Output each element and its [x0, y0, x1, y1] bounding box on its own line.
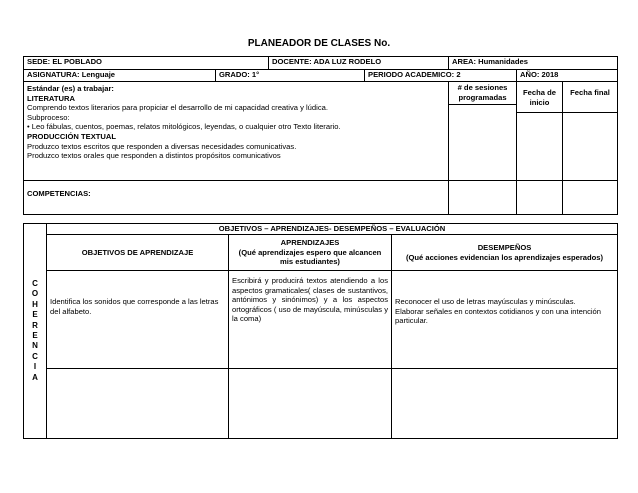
produccion-line-1: Produzco textos escritos que responden a diversas necesidades comunicativas. — [27, 141, 297, 151]
fecha-inicio-header: Fecha de inicio — [523, 88, 556, 107]
desempenos-title: DESEMPEÑOS — [477, 242, 532, 252]
literatura-text: Comprendo textos literarios para propiciar el desarrollo de mi capacidad creativa y lúdica. — [27, 103, 328, 113]
competencias-cell: COMPETENCIAS: — [24, 181, 449, 215]
area-cell: AREA: Humanidades — [449, 57, 618, 70]
coherencia-letter: N — [32, 341, 38, 351]
page-title: PLANEADOR DE CLASES No. — [247, 38, 391, 49]
planning-header-table — [23, 56, 618, 215]
coherencia-letter: E — [32, 331, 38, 340]
desempenos-subtitle: (Qué acciones evidencian los aprendizajes esperados) — [405, 252, 604, 262]
col-objetivos-header: OBJETIVOS DE APRENDIZAJE — [47, 235, 229, 271]
empty-aprendizaje-cell — [229, 369, 392, 439]
competencias-sesiones-cell — [449, 181, 517, 215]
estandar-cell — [24, 82, 449, 181]
sede-cell: SEDE: EL POBLADO — [24, 57, 269, 70]
objetivo-cell: Identifica los sonidos que corresponde a las letras del alfabeto. — [47, 271, 229, 369]
subproceso-text: • Leo fábulas, cuentos, poemas, relatos mitológicos, leyendas, o cualquier otro Texto literario. — [27, 122, 341, 132]
fecha-final-header: Fecha final — [570, 88, 610, 97]
asignatura-cell: ASIGNATURA: Lenguaje — [24, 70, 216, 82]
competencias-final-cell — [563, 181, 618, 215]
sesiones-cell — [449, 82, 517, 181]
produccion-line-2: Produzco textos orales que responden a distintos propósitos comunicativos — [27, 151, 281, 161]
coherencia-letter: C — [32, 278, 38, 288]
fecha-inicio-cell — [517, 82, 563, 181]
aprendizajes-title: APRENDIZAJES — [280, 238, 340, 248]
grado-cell: GRADO: 1° — [216, 70, 365, 82]
coherencia-letter: R — [32, 320, 38, 330]
coherencia-letter: I — [33, 362, 37, 372]
competencias-inicio-cell — [517, 181, 563, 215]
fecha-final-cell — [563, 82, 618, 181]
coherencia-letter: H — [32, 299, 38, 309]
empty-objetivo-cell — [47, 369, 229, 439]
periodo-cell: PERIODO ACADEMICO: 2 — [365, 70, 517, 82]
desempeno-cell — [392, 271, 618, 369]
empty-desempeno-cell — [392, 369, 618, 439]
desempeno-line-2: Elaborar señales en contextos cotidianos y con una intención particular. — [395, 306, 602, 326]
docente-cell: DOCENTE: ADA LUZ RODELO — [269, 57, 449, 70]
col-desempenos-header — [392, 235, 618, 271]
objetivos-table — [23, 223, 618, 439]
estandar-heading: Estándar (es) a trabajar: — [27, 84, 114, 93]
aprendizaje-cell: Escribirá y producirá textos atendiendo a los aspectos gramaticales( clases de sustantivos, antónimos y sinónimos) y a los aspectos ortográficos ( uso de mayúscula, minúsculas y la coma) — [229, 271, 392, 369]
coherencia-letter: C — [32, 351, 38, 361]
coherencia-letter: A — [32, 372, 38, 382]
coherencia-letter: O — [31, 289, 39, 299]
produccion-title: PRODUCCIÓN TEXTUAL — [27, 131, 117, 141]
literatura-title: LITERATURA — [27, 93, 75, 103]
col-aprendizajes-header — [229, 235, 392, 271]
anio-cell: AÑO: 2018 — [517, 70, 618, 82]
subproceso-label: Subproceso: — [27, 112, 70, 122]
desempeno-line-1: Reconocer el uso de letras mayúsculas y minúsculas. — [395, 297, 576, 306]
coherencia-vertical-label — [24, 224, 47, 439]
sesiones-header: # de sesiones programadas — [457, 83, 508, 102]
objetivos-section-header: OBJETIVOS – APRENDIZAJES- DESEMPEÑOS – EVALUACIÓN — [47, 224, 618, 235]
aprendizajes-subtitle: (Qué aprendizajes espero que alcancen mis estudiantes) — [238, 247, 382, 267]
coherencia-letter: E — [32, 310, 38, 320]
